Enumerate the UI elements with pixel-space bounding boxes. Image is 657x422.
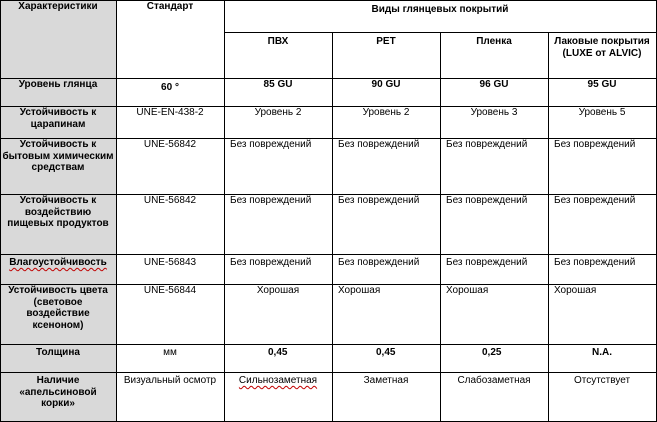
grid-line [0,0,657,1]
table-cell: 0,45 [268,347,288,358]
table-cell: Без повреждений [446,139,528,150]
table-cell: Без повреждений [230,139,312,150]
table-cell: 90 GU [371,79,401,90]
table-cell: Без повреждений [338,257,420,268]
row-standard: UNE-56842 [143,139,197,150]
table-cell: Отсутствует [573,375,631,386]
grid-line [440,32,441,422]
table-cell: Сильнозаметная [238,375,318,386]
header-type-film: Пленка [476,36,512,47]
grid-line [0,138,657,139]
table-cell: Хорошая [256,285,300,296]
row-standard: 60 ° [161,82,179,93]
row-label-orange-peel: Наличие «апельсиновой корки» [0,372,116,421]
grid-line [0,284,657,285]
table-cell: Без повреждений [446,257,528,268]
row-standard: Визуальный осмотр [123,375,217,386]
grid-line [0,78,657,79]
table-cell: Слабозаметная [457,375,531,386]
grid-line [332,32,333,422]
header-type-pvc: ПВХ [267,36,289,47]
row-standard: UNE-56842 [143,195,197,206]
header-type-lacquer: Лаковые покрытия (LUXE от ALVIC) [554,36,650,59]
table-cell: Без повреждений [554,195,636,206]
header-standard: Стандарт [146,1,194,12]
table-cell: Заметная [363,375,409,386]
grid-line [224,32,657,33]
table-cell: Уровень 5 [578,107,626,118]
table-cell: 0,45 [376,347,396,358]
table-cell: Без повреждений [554,139,636,150]
row-label-food: Устойчивость к воздействию пищевых продуктов [0,194,116,254]
row-label-thickness: Толщина [0,344,116,372]
grid-line [224,0,225,422]
row-label-chemicals: Устойчивость к бытовым химическим средствам [0,138,116,194]
row-label-moisture: Влагоустойчивость [0,254,116,284]
table-cell: N.A. [592,347,612,358]
table-cell: Уровень 3 [470,107,518,118]
row-standard: UNE-56843 [143,257,197,268]
grid-line [0,106,657,107]
table-cell: 95 GU [587,79,617,90]
header-type-pet: PET [376,36,396,47]
table-cell: Уровень 2 [254,107,302,118]
row-label-color: Устойчивость цвета (световое воздействие ксеноном) [0,284,116,344]
row-label-scratch: Устойчивость к царапинам [0,106,116,138]
grid-line [0,344,657,345]
table-cell: 0,25 [482,347,502,358]
row-standard: UNE-56844 [143,285,197,296]
table-cell: Без повреждений [230,195,312,206]
grid-line [0,0,1,422]
table-cell: Без повреждений [338,195,420,206]
table-cell: Без повреждений [446,195,528,206]
table-cell: Хорошая [554,285,597,296]
table-cell: 85 GU [263,79,293,90]
table-cell: Без повреждений [554,257,636,268]
grid-line [0,194,657,195]
row-standard: мм [163,347,177,358]
grid-line [548,32,549,422]
table-cell: 96 GU [479,79,509,90]
table-cell: Хорошая [338,285,381,296]
table-cell: Без повреждений [338,139,420,150]
table-cell: Хорошая [446,285,489,296]
grid-line [0,254,657,255]
grid-line [0,372,657,373]
row-label-gloss: Уровень глянца [0,78,116,106]
table-cell: Уровень 2 [362,107,410,118]
table-cell: Без повреждений [230,257,312,268]
grid-line [116,0,117,422]
header-characteristics: Характеристики [0,0,116,78]
row-standard: UNE-EN-438-2 [136,107,204,118]
header-group-title: Виды глянцевых покрытий [371,4,509,15]
